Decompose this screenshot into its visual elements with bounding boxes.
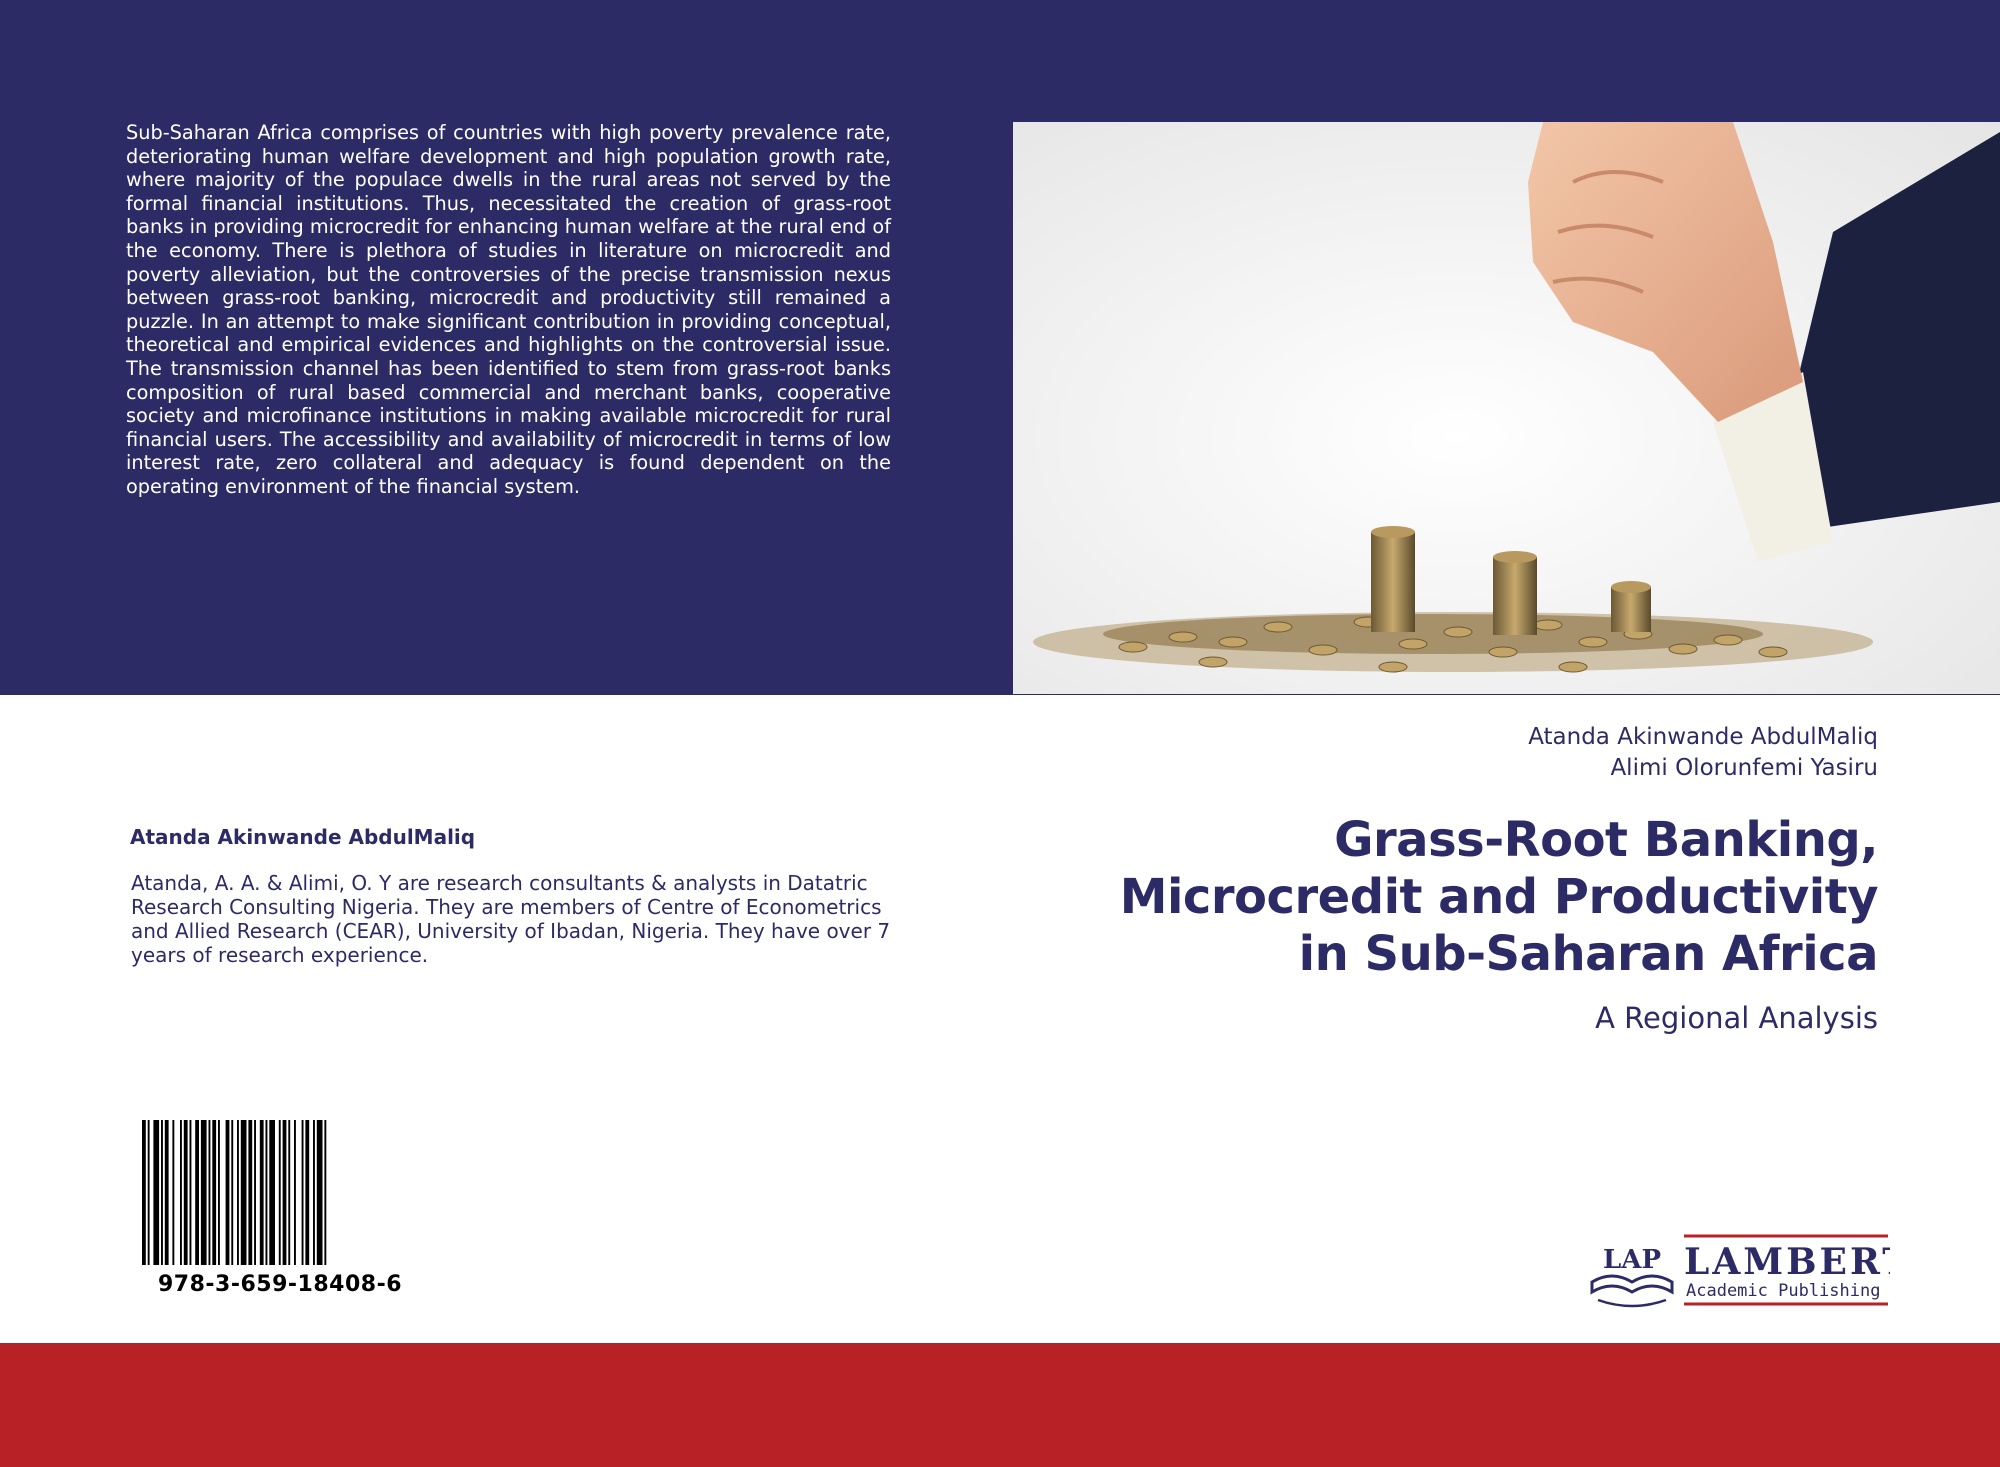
front-author-1: Atanda Akinwande AbdulMaliq bbox=[1528, 724, 1878, 750]
isbn-number: 978-3-659-18408-6 bbox=[157, 1272, 403, 1297]
logo-letters: LAP bbox=[1602, 1245, 1662, 1275]
hand-over-coins-illustration bbox=[1013, 122, 2000, 694]
book-subtitle: A Regional Analysis bbox=[1595, 1001, 1878, 1035]
front-author-2: Alimi Olorunfemi Yasiru bbox=[1610, 755, 1878, 781]
publisher-logo bbox=[1578, 1230, 1890, 1310]
back-cover-blurb: Sub-Saharan Africa comprises of countries with high poverty prevalence rate, deteriorating human welfare development and high population growth rate, where majority of the populace dwells in the rural areas not served by the formal financial institutions. Thus, necessitated the creation of grass-root banks in providing microcredit for enhancing human welfare at the rural end of the economy. There is plethora of studies in literature on microcredit and poverty alleviation, but the controversies of the precise transmission nexus between grass-root banking, microcredit and productivity still remained a puzzle. In an attempt to make significant contribution in providing conceptual, theoretical and empirical evidences and highlights on the controversial issue. The transmission channel has been identified to stem from grass-root banks composition of rural based commercial and merchant banks, cooperative society and microfinance institutions in making available microcredit for rural financial users. The accessibility and availability of microcredit in terms of low interest rate, zero collateral and adequacy is found dependent on the operating environment of the financial system. bbox=[126, 121, 891, 498]
book-icon bbox=[1592, 1276, 1672, 1292]
coin-stack bbox=[1371, 532, 1415, 632]
title-line: Microcredit and Productivity bbox=[1119, 869, 1878, 925]
coin-stack bbox=[1493, 557, 1537, 635]
bottom-red-band bbox=[0, 1343, 2000, 1467]
title-line: in Sub-Saharan Africa bbox=[1298, 926, 1878, 982]
author-bio-text: Atanda, A. A. & Alimi, O. Y are research consultants & analysts in Datatric Research Consulting Nigeria. They are members of Centre of Econometrics and Allied Research (CEAR), University of Ibadan, Nigeria. They have over 7 years of research experience. bbox=[131, 871, 891, 967]
author-bio-heading: Atanda Akinwande AbdulMaliq bbox=[130, 825, 476, 849]
cover-photo bbox=[1013, 122, 2000, 694]
isbn-barcode bbox=[140, 1120, 420, 1265]
publisher-name: LAMBERT bbox=[1684, 1241, 1890, 1283]
publisher-tagline: Academic Publishing bbox=[1686, 1281, 1881, 1301]
coin-stack bbox=[1611, 587, 1651, 632]
title-line: Grass-Root Banking, bbox=[1334, 812, 1878, 868]
laurel-icon bbox=[1598, 1300, 1666, 1306]
book-title bbox=[1120, 812, 1878, 983]
